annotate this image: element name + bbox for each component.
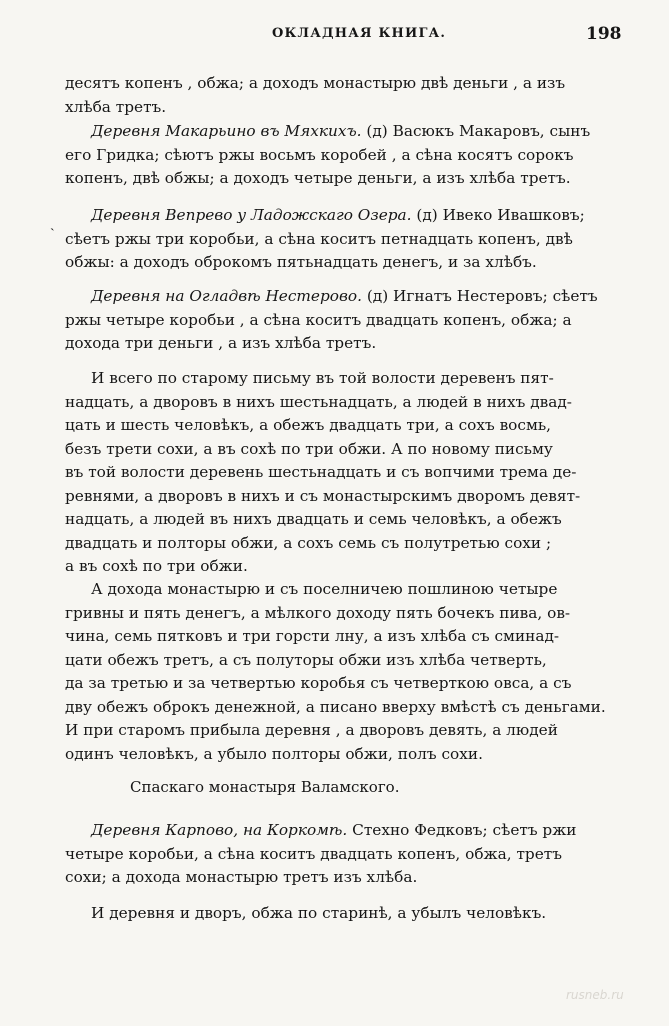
text-line xyxy=(65,819,625,843)
text-line: дохода три деньги , а изъ хлѣба третъ. xyxy=(65,334,377,352)
text-line xyxy=(65,285,625,309)
text-run: Стехно Федковъ; сѣетъ ржи xyxy=(347,821,577,839)
text-line: дву обежъ оброкъ денежной, а писано вверху вмѣстѣ съ деньгами. xyxy=(65,697,606,716)
section-title: Спаскаго монастыря Валамского. xyxy=(130,778,400,796)
text-line: цать и шесть человѣкъ, а обежъ двадцать три, а сохъ восмь, xyxy=(65,416,552,434)
text-run: (д) Ивеко Ивашковъ; xyxy=(411,206,585,224)
paragraph-5 xyxy=(65,367,625,579)
text-line: хлѣба третъ. xyxy=(65,97,167,116)
village-heading: Деревня на Огладвѣ Нестерово. xyxy=(91,287,362,305)
text-line: надцать, а дворовъ в нихъ шестьнадцать, а людей в нихъ двад- xyxy=(65,392,572,411)
text-line: И всего по старому письму въ той волости деревенъ пят- xyxy=(91,369,554,387)
text-line: а въ сохѣ по три обжи. xyxy=(65,557,248,575)
text-line xyxy=(65,204,625,228)
text-line: въ той волости деревень шестьнадцать и съ вопчими трема де- xyxy=(65,463,577,481)
text-line: чина, семь пятковъ и три горсти лну, а изъ хлѣба съ сминад- xyxy=(65,627,560,645)
text-line: А дохода монастырю и съ поселничею пошлиною четыре xyxy=(91,580,558,598)
text-line: ржы четыре коробьи , а сѣна коситъ двадцать копенъ, обжа; а xyxy=(65,310,572,329)
text-line: копенъ, двѣ обжы; а доходъ четыре деньги, а изъ хлѣба третъ. xyxy=(65,169,571,187)
text-line: его Гридка; сѣютъ ржы восьмъ коробей , а сѣна косятъ сорокъ xyxy=(65,145,574,164)
paragraph-3 xyxy=(65,204,625,275)
paragraph-2 xyxy=(65,120,625,191)
village-heading: Деревня Вепрево у Ладожскаго Озера. xyxy=(91,206,412,224)
text-line: И при старомъ прибыла деревня , а дворовъ девять, а людей xyxy=(65,721,558,739)
text-line: сѣетъ ржы три коробьи, а сѣна коситъ петнадцать копенъ, двѣ xyxy=(65,229,573,248)
paragraph-4 xyxy=(65,285,625,356)
text-line: надцать, а людей въ нихъ двадцать и семь человѣкъ, а обежъ xyxy=(65,510,562,528)
text-line: сохи; а дохода монастырю третъ изъ хлѣба. xyxy=(65,868,418,886)
margin-mark: ˴ xyxy=(50,220,55,236)
paragraph-7 xyxy=(65,819,625,890)
village-heading: Деревня Карпово, на Коркомѣ. xyxy=(91,821,348,839)
text-line: двадцать и полторы обжи, а сохъ семь съ полутретью сохи ; xyxy=(65,533,552,552)
paragraph-8 xyxy=(65,902,625,926)
village-heading: Деревня Макарьино въ Мяхкихъ. xyxy=(91,122,362,140)
text-line xyxy=(65,120,625,144)
text-line: ревнями, а дворовъ в нихъ и съ монастырскимъ дворомъ девят- xyxy=(65,486,581,505)
text-run: (д) Игнатъ Нестеровъ; сѣетъ xyxy=(361,287,598,305)
text-line: безъ трети сохи, а въ сохѣ по три обжи. А по новому письму xyxy=(65,439,553,458)
watermark: rusneb.ru xyxy=(566,988,624,1002)
text-line: цати обежъ третъ, а съ полуторы обжи изъ хлѣба четверть, xyxy=(65,650,547,669)
paragraph-1 xyxy=(65,72,625,119)
text-line: гривны и пять денегъ, а мѣлкого доходу пять бочекъ пива, ов- xyxy=(65,603,571,622)
text-line: одинъ человѣкъ, а убыло полторы обжи, полъ сохи. xyxy=(65,744,483,763)
paragraph-6 xyxy=(65,578,625,766)
text-line: обжы: а доходъ оброкомъ пятьнадцать денегъ, и за хлѣбъ. xyxy=(65,253,537,271)
page-header-title: ОКЛАДНАЯ КНИГА. xyxy=(272,26,447,41)
text-line: да за третью и за четвертью коробья съ четверткою овса, а съ xyxy=(65,674,572,692)
text-line: И деревня и дворъ, обжа по старинѣ, а убылъ человѣкъ. xyxy=(91,904,547,922)
text-line: десятъ копенъ , обжа; а доходъ монастырю двѣ деньги , а изъ xyxy=(65,74,566,92)
page-number: 198 xyxy=(586,24,622,44)
text-line: четыре коробьи, а сѣна коситъ двадцать копенъ, обжа, третъ xyxy=(65,844,562,863)
text-run: (д) Васюкъ Макаровъ, сынъ xyxy=(361,122,591,140)
